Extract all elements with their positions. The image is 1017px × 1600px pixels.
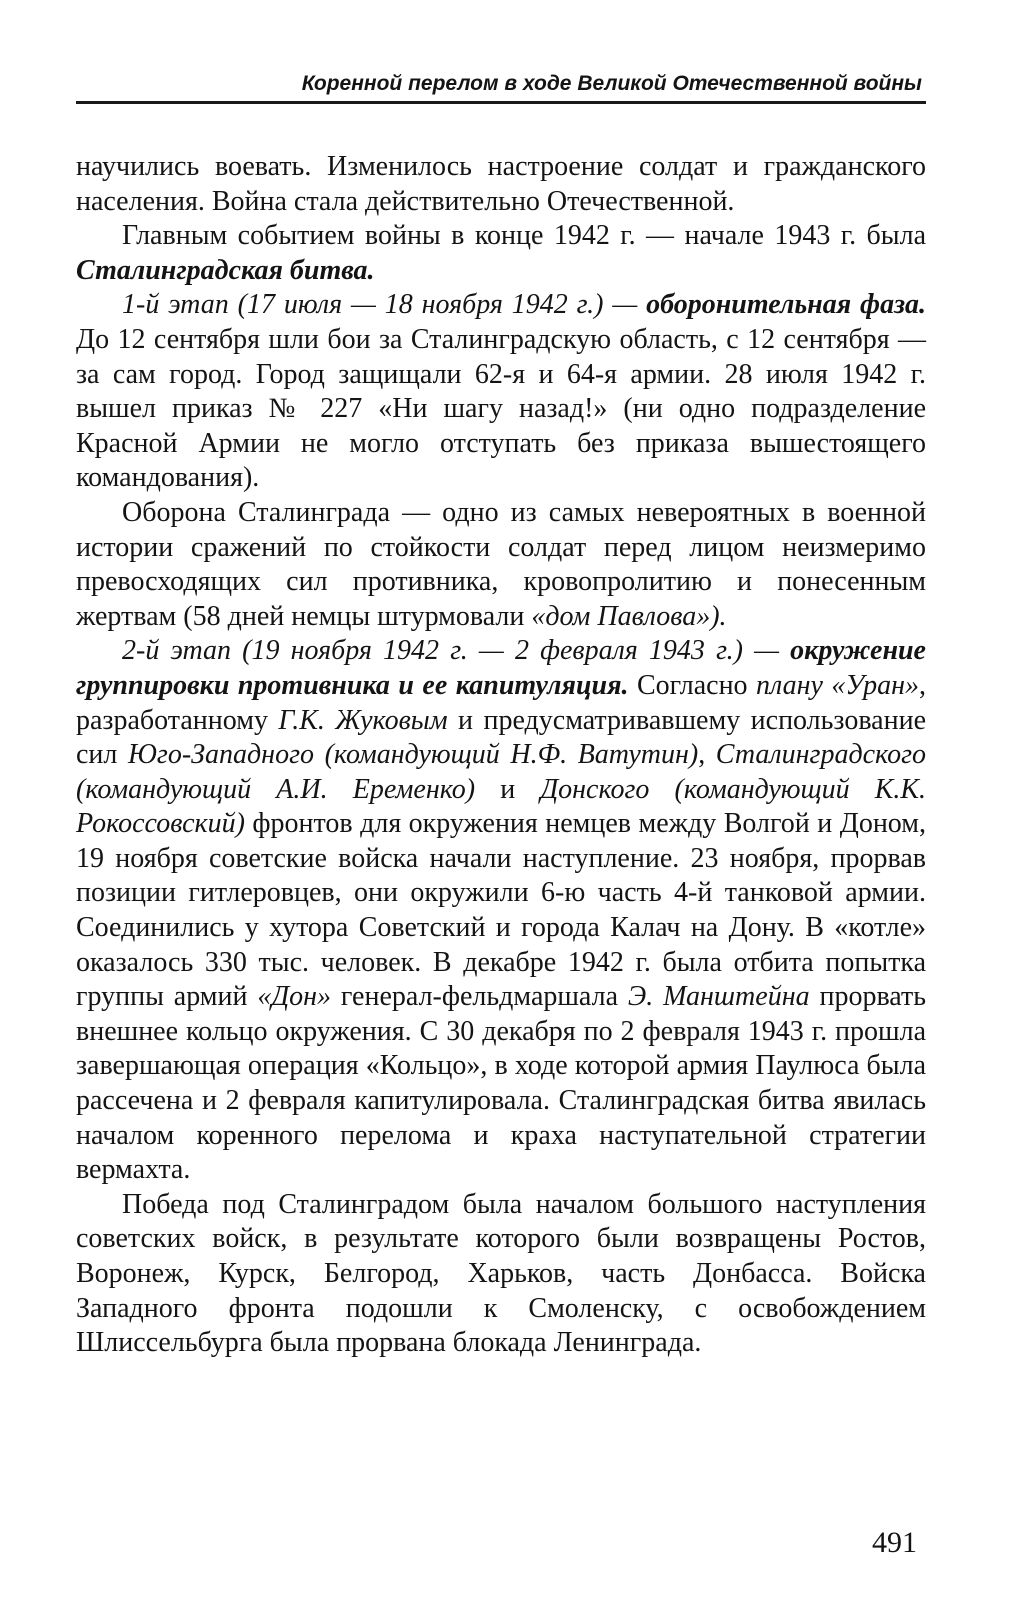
paragraph-1-text: научились воевать. Изменилось настроение солдат и гражданского населения. Война стала действительно Отечественной. xyxy=(76,151,926,217)
paragraph-5-text-6: фронтов для окружения немцев между Волгой и Доном, 19 ноября советские войска начали наступление. 23 ноября, прорвав позиции гитлеровцев, они окружили 6-ю часть 4-й танковой армии. Соединились у хутора Советский и города Калач на Дону. В «котле» оказалось 330 тыс. человек. В декабре 1942 г. была отбита попытка группы армий xyxy=(76,808,926,1013)
stalingrad-battle-term: Сталинградская битва. xyxy=(76,254,375,286)
stage-1-heading: 1-й этап (17 июля — 18 ноября 1942 г.) — xyxy=(122,289,647,321)
book-page xyxy=(76,70,926,1361)
paragraph-2-text: Главным событием войны в конце 1942 г. — начале 1943 г. была xyxy=(122,220,926,252)
paragraph-5-text-2: , разработанному xyxy=(76,669,927,736)
paragraph-4-text: Оборона Сталинграда — одно из самых невероятных в военной истории сражений по стойкости солдат перед лицом неизмеримо превосходящих сил противника, кровопролитию и понесенным жертвам (58 дней немцы штурмовали xyxy=(76,496,926,632)
paragraph-5-text-5: и xyxy=(475,773,541,805)
uranus-plan-term: плану «Уран» xyxy=(756,669,920,701)
paragraph-5-text-7: генерал-фельдмаршала xyxy=(331,981,628,1013)
encirclement-phase-term: окружение группировки противника и ее капитуляция. xyxy=(76,635,926,701)
don-front-term: Донского (командующий К.К. Рокоссовский) xyxy=(76,773,926,840)
paragraph-6-text: Победа под Сталинградом была началом большого наступления советских войск, в результате которого были возвращены Ростов, Воронеж, Курск, Белгород, Харьков, часть Донбасса. Войска Западного фронта подошли к Смоленску, с освобождением Шлиссельбурга была прорвана блокада Ленинграда. xyxy=(76,1188,926,1359)
zhukov-name: Г.К. Жуковым xyxy=(278,704,448,736)
paragraph-1 xyxy=(76,150,926,219)
paragraph-6 xyxy=(76,1188,926,1361)
stage-2-heading: 2-й этап (19 ноября 1942 г. — 2 февраля 1943 г.) — xyxy=(122,635,791,667)
paragraph-5-text-3: и предусматривавшему использование сил xyxy=(76,704,926,771)
paragraph-2 xyxy=(76,219,926,288)
paragraph-3 xyxy=(76,288,926,496)
running-header: Коренной перелом в ходе Великой Отечественной войны xyxy=(301,72,922,95)
page-number: 491 xyxy=(872,1526,917,1559)
defensive-phase-term: оборонительная фаза. xyxy=(646,289,926,321)
header-rule xyxy=(76,101,926,104)
paragraph-5 xyxy=(76,634,926,1188)
paragraph-4 xyxy=(76,496,926,634)
army-group-don-term: «Дон» xyxy=(257,981,332,1013)
stalingrad-front-term: Сталинградского (командующий А.И. Еременко) xyxy=(76,739,927,805)
paragraph-5-text-4: , xyxy=(698,739,716,771)
manstein-name: Э. Манштейна xyxy=(627,981,810,1013)
paragraph-3-text: До 12 сентября шли бои за Сталинградскую область, с 12 сентября — за сам город. Город защищали 62-я и 64-я армии. 28 июля 1942 г. вышел приказ № 227 «Ни шагу назад!» (ни одно подразделение Красной Армии не могло отступать без приказа вышестоящего командования). xyxy=(76,323,926,494)
paragraph-5-text-8: прорвать внешнее кольцо окружения. С 30 декабря по 2 февраля 1943 г. прошла завершающая операция «Кольцо», в ходе которой армия Паулюса была рассечена и 2 февраля капитулировала. Сталинградская битва явилась началом коренного перелома и краха наступательной стратегии вермахта. xyxy=(76,981,927,1186)
paragraph-5-text-1: Согласно xyxy=(628,669,757,701)
southwestern-front-term: Юго-Западного (командующий Н.Ф. Ватутин) xyxy=(128,739,699,771)
body-text xyxy=(76,150,926,1361)
pavlov-house-term: «дом Павлова»). xyxy=(531,600,727,632)
